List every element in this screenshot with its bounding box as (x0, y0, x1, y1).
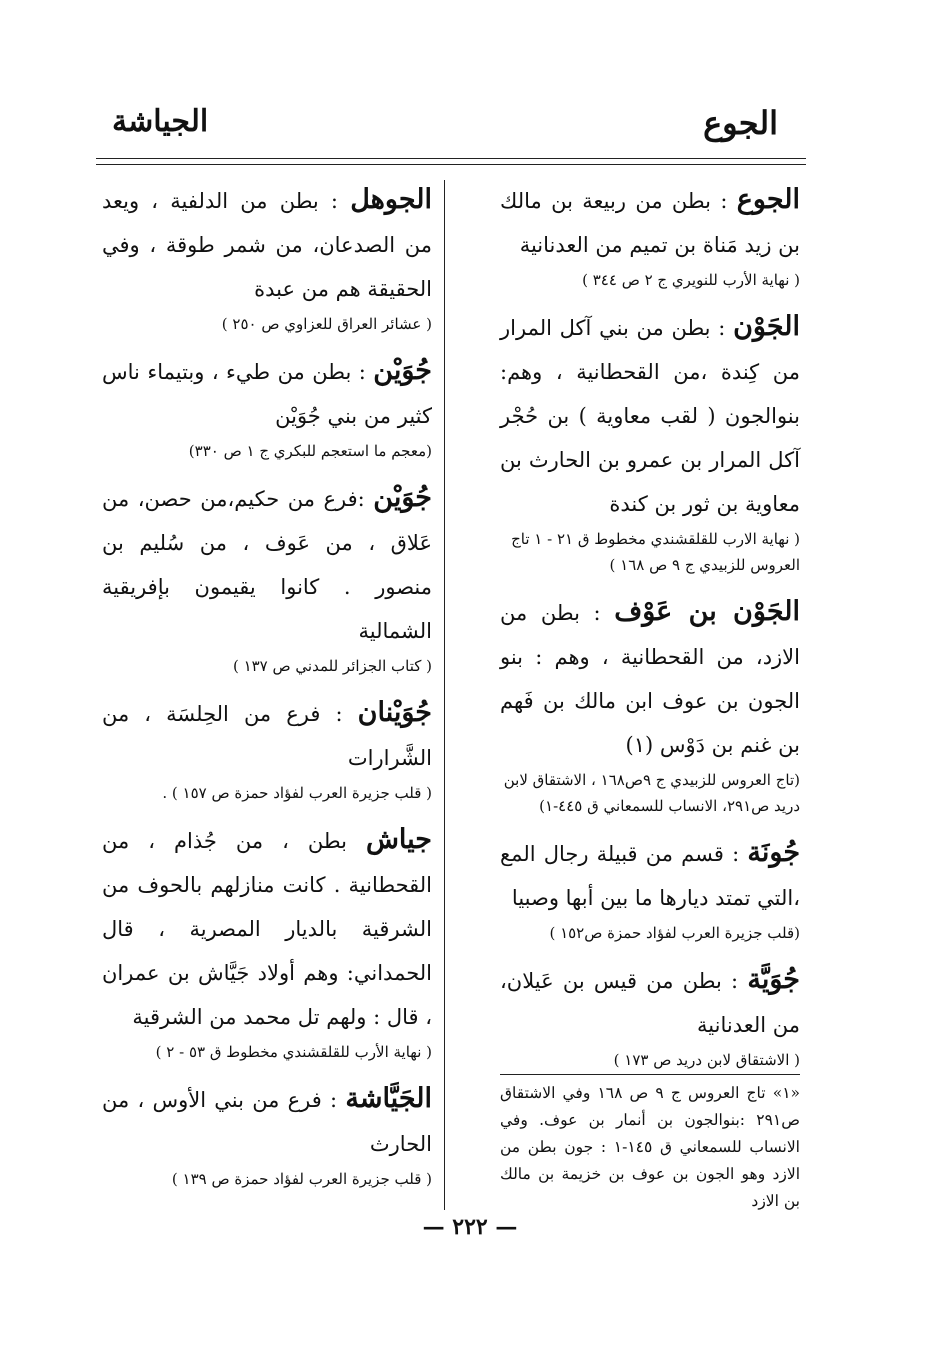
entry (500, 831, 800, 946)
entry-head: الجوع (736, 184, 800, 215)
entry-source: ( قلب جزيرة العرب لفؤاد حمزة ص ١٥٧ ) . (162, 784, 432, 802)
entry-head: جُوَيْن (373, 482, 432, 513)
entry (102, 1077, 432, 1192)
entry (102, 349, 432, 464)
column-divider (444, 180, 445, 1210)
running-header-right: الجوع (703, 104, 778, 142)
entry-head: الجوهل (350, 184, 432, 215)
header-rule (96, 158, 806, 159)
entry-source: ( نهاية الأرب للقلقشندي مخطوط ق ٥٣ - ٢ ) (155, 1043, 432, 1061)
entry (500, 178, 800, 293)
entry-source: ( عشائر العراق للعزاوي ص ٢٥٠ ) (221, 315, 432, 333)
entry-text: : بطن من الدلفية ، ويعد من الصدعان، من شمر طوقة ، وفي الحقيقة هم من عبدة (102, 189, 432, 301)
entry-source: (معجم ما استعجم للبكري ج ١ ص ٣٣٠) (188, 442, 432, 460)
entry-text: :فرع من حكيم،من حصن، من عَلاق ، من عَوف ، من سُليم بن منصور . كانوا يقيمون بإفريقية الشمالية (102, 487, 432, 643)
entry-source: ( نهاية الارب للقلقشندي مخطوط ق ٢١ - ١ تاج العروس للزبيدي ج ٩ ص ١٦٨ ) (511, 530, 800, 574)
entry-head: جُوَيْن (373, 355, 432, 386)
footnote-rule (500, 1074, 800, 1075)
entry (102, 691, 432, 806)
page-number: — ٢٢٢ — (422, 1214, 518, 1240)
entry-text: : فرع من الحِلسَة ، من الشَّرارات (102, 702, 432, 770)
entry-text: : بطن من ربيعة بن مالك بن زيد مَناة بن تميم من العدنانية (500, 189, 800, 257)
entry-text: : بطن من طيء ، وبتيماء ناس كثير من بني جُوَيْن (102, 360, 432, 428)
entry-source: ( الاشتقاق لابن دريد ص ١٧٣ ) (613, 1051, 800, 1069)
entry (102, 178, 432, 337)
left-column (102, 178, 432, 1204)
entry-source: ( كتاب الجزائر للمدني ص ١٣٧ ) (232, 657, 432, 675)
entry-text: : بطن من قيس بن عَيلان، من العدنانية (500, 969, 800, 1037)
entry (102, 818, 432, 1065)
right-column (500, 178, 800, 1085)
entry-source: ( قلب جزيرة العرب لفؤاد حمزة ص ١٣٩ ) (171, 1170, 432, 1188)
entry-head: جُوَيَّة (747, 964, 800, 995)
entry-head: جياش (365, 824, 432, 855)
entry-text: : بطن من الازد، من القحطانية ، وهم : بنو الجون بن عوف ابن مالك بن فَهم بن غنم بن دَوْس (١) (500, 601, 800, 757)
entry-source: ( نهاية الأرب للنويري ج ٢ ص ٣٤٤ ) (582, 271, 800, 289)
entry-head: جُونَة (747, 837, 801, 868)
entry-head: الجَوْن (733, 311, 800, 342)
running-header-left: الجياشة (112, 104, 209, 139)
entry (102, 476, 432, 679)
entry-text: بطن ، من جُذام ، من القحطانية . كانت منازلهم بالحوف من الشرقية بالديار المصرية ، قال الحمداني: وهم أولاد جَيَّاش بن عمران ، قال : ولهم تل محمد من الشرقية (102, 829, 432, 1029)
entry-text: : فرع من بني الأوس ، من الحارث (102, 1088, 432, 1156)
footnote: «١» تاج العروس ج ٩ ص ١٦٨ وفي الاشتقاق ص٢٩١ :بنوالجون بن أنمار بن عوف. وفي الانساب للسمعاني ق ١٤٥-١ : جون بطن من الازد وهو الجون بن عوف بن خزيمة بن مالك بن الازد (500, 1084, 800, 1210)
entry (500, 590, 800, 819)
entry-head: الجَيَّاشة (345, 1083, 432, 1114)
header-rule-thin (96, 164, 806, 165)
entry-source: (قلب جزيرة العرب لفؤاد حمزة ص١٥٢ ) (549, 924, 800, 942)
entry-source: (تاج العروس للزبيدي ج ٩ص١٦٨ ، الاشتقاق لابن دريد ص٢٩١، الانساب للسمعاني ق ٤٤٥-١) (503, 771, 800, 815)
entry-head: جُوَيْنان (357, 697, 432, 728)
entry (500, 958, 800, 1073)
entry-text: : بطن من بني آكل المرار من كِندة ،من القحطانية ، وهم: بنوالجون ( لقب معاوية ) بن حُجْر آكل المرار بن عمرو بن الحارث بن معاوية بن ثور بن كندة (500, 316, 800, 516)
entry-head: الجَوْن بن عَوْف (614, 596, 800, 627)
entry (500, 305, 800, 578)
entry-text: : قسم من قبيلة رجال المع ،التي تمتد ديارها ما بين أبها وصبيا (500, 842, 800, 910)
